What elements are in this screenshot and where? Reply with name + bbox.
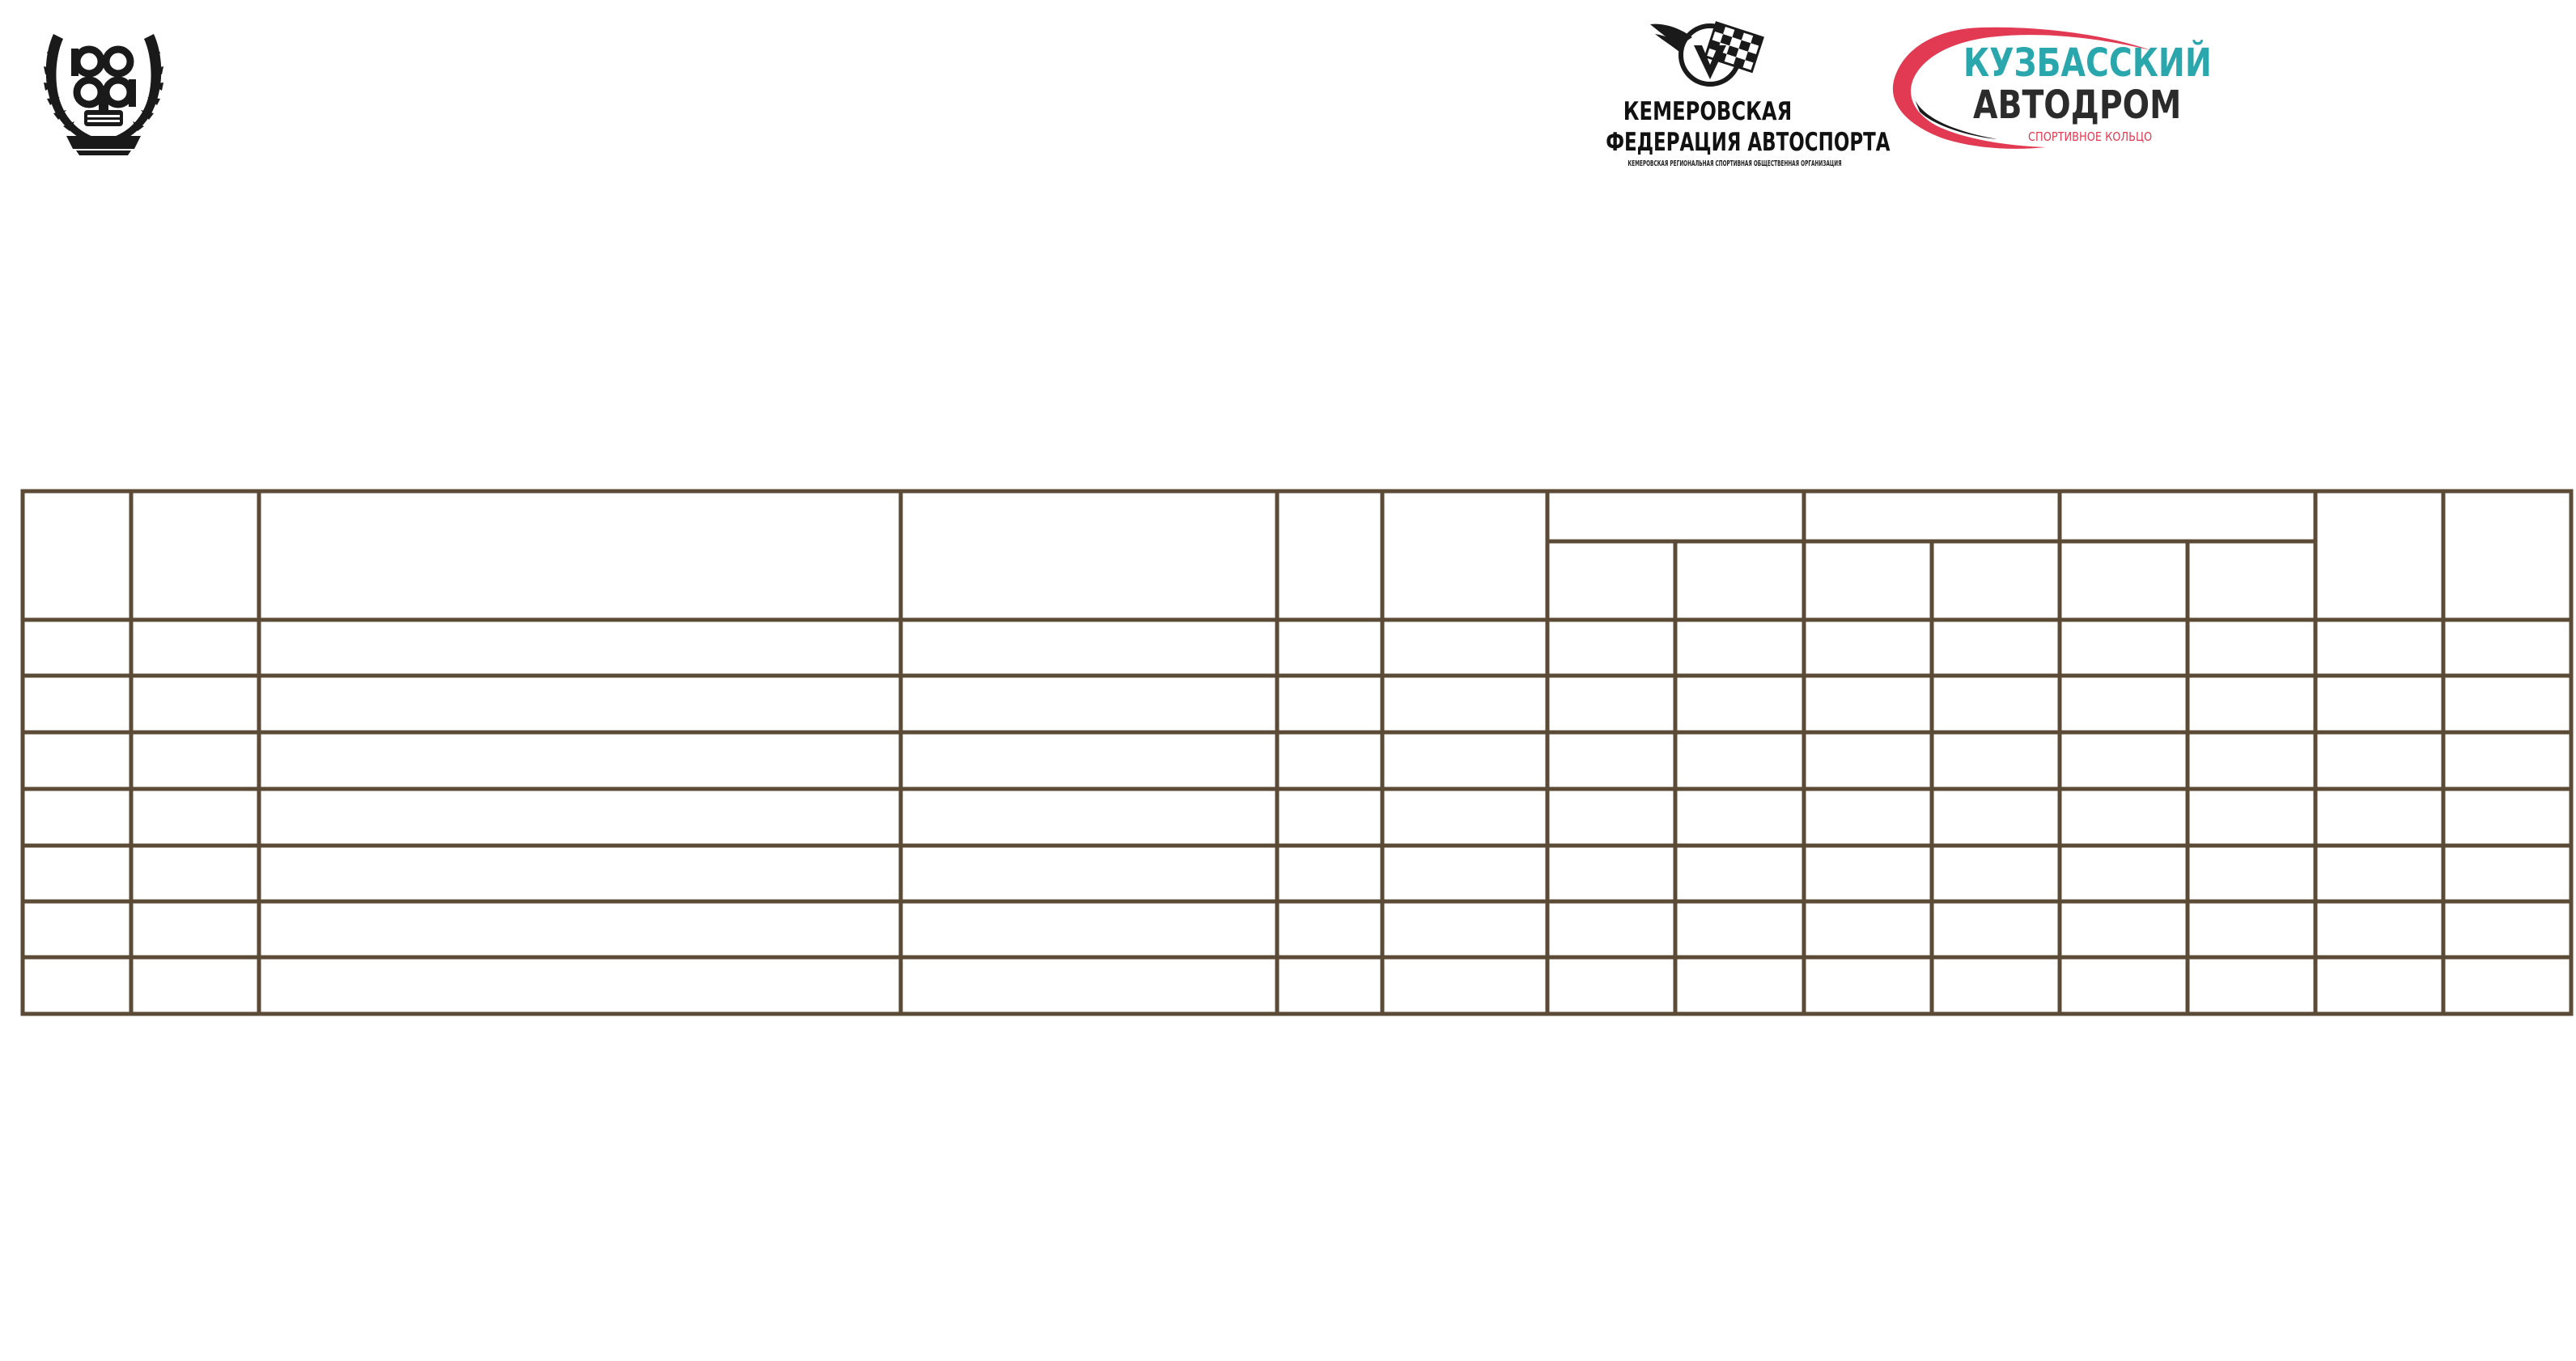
federation-name-line2: ФЕДЕРАЦИЯ АВТОСПОРТА (1606, 128, 1891, 157)
federation-subtitle: КЕМЕРОВСКАЯ РЕГИОНАЛЬНАЯ СПОРТИВНАЯ ОБЩЕСТВЕННАЯ ОРГАНИЗАЦИЯ (1628, 159, 1842, 168)
autodrom-name-line1: КУЗБАССКИЙ (1963, 40, 2212, 86)
sub-column-lines (1675, 541, 2188, 1014)
autodrom-subtitle: СПОРТИВНОЕ КОЛЬЦО (2028, 129, 2153, 144)
federation-name-line1: КЕМЕРОВСКАЯ (1623, 97, 1793, 126)
autodrom-name-line2: АВТОДРОМ (1973, 83, 2182, 128)
